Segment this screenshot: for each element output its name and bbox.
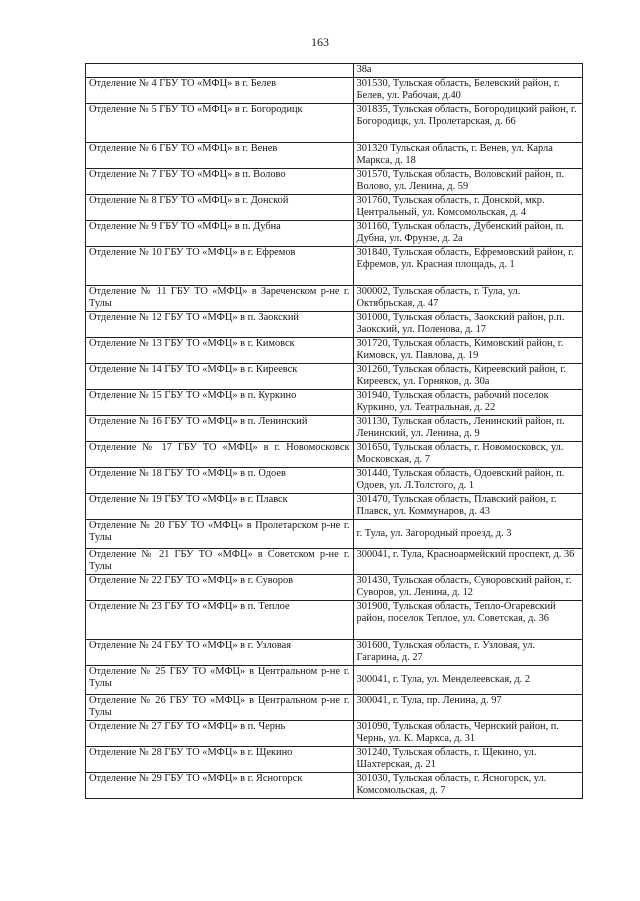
address-cell: 301320 Тульская область, г. Венев, ул. Карла Маркса, д. 18 [353,143,582,169]
address-cell: 301840, Тульская область, Ефремовский район, г. Ефремов, ул. Красная площадь, д. 1 [353,247,582,286]
office-cell: Отделение № 7 ГБУ ТО «МФЦ» в п. Волово [86,169,354,195]
table-row [86,468,583,494]
office-cell: Отделение № 12 ГБУ ТО «МФЦ» в п. Заокский [86,312,354,338]
address-cell: 301090, Тульская область, Чернский район, п. Чернь, ул. К. Маркса, д. 31 [353,721,582,747]
address-cell: 301900, Тульская область, Тепло-Огаревский район, поселок Теплое, ул. Советская, д. 36 [353,601,582,640]
table-row [86,442,583,468]
office-cell: Отделение № 4 ГБУ ТО «МФЦ» в г. Белев [86,78,354,104]
office-cell: Отделение № 11 ГБУ ТО «МФЦ» в Зареченском р-не г. Тулы [86,286,354,312]
address-cell: 301530, Тульская область, Белевский район, г. Белев, ул. Рабочая, д.40 [353,78,582,104]
table-row [86,494,583,520]
office-cell: Отделение № 17 ГБУ ТО «МФЦ» в г. Новомосковск [86,442,354,468]
office-cell: Отделение № 15 ГБУ ТО «МФЦ» в п. Куркино [86,390,354,416]
table-row [86,390,583,416]
table-row [86,666,583,695]
address-cell: 301940, Тульская область, рабочий поселок Куркино, ул. Театральная, д. 22 [353,390,582,416]
address-cell: 38а [353,64,582,78]
office-cell: Отделение № 6 ГБУ ТО «МФЦ» в г. Венев [86,143,354,169]
office-cell: Отделение № 24 ГБУ ТО «МФЦ» в г. Узловая [86,640,354,666]
address-cell: 301430, Тульская область, Суворовский район, г. Суворов, ул. Ленина, д. 12 [353,575,582,601]
office-cell: Отделение № 10 ГБУ ТО «МФЦ» в г. Ефремов [86,247,354,286]
address-cell: 301160, Тульская область, Дубенский район, п. Дубна, ул. Фрунзе, д. 2а [353,221,582,247]
table-row [86,364,583,390]
office-cell: Отделение № 27 ГБУ ТО «МФЦ» в п. Чернь [86,721,354,747]
office-cell: Отделение № 28 ГБУ ТО «МФЦ» в г. Щекино [86,747,354,773]
address-cell: 301720, Тульская область, Кимовский район, г. Кимовск, ул. Павлова, д. 19 [353,338,582,364]
office-cell: Отделение № 22 ГБУ ТО «МФЦ» в г. Суворов [86,575,354,601]
office-cell: Отделение № 21 ГБУ ТО «МФЦ» в Советском р-не г. Тулы [86,549,354,575]
office-cell [86,64,354,78]
address-cell: 301470, Тульская область, Плавский район, г. Плавск, ул. Коммунаров, д. 43 [353,494,582,520]
table-row [86,520,583,549]
address-cell: 300002, Тульская область, г. Тула, ул. Октябрьская, д. 47 [353,286,582,312]
table-row [86,747,583,773]
address-cell: 300041, г. Тула, ул. Менделеевская, д. 2 [353,666,582,695]
table-row [86,169,583,195]
table-row [86,640,583,666]
table-row [86,104,583,143]
table-row [86,773,583,799]
address-cell: 301835, Тульская область, Богородицкий район, г. Богородицк, ул. Пролетарская, д. 66 [353,104,582,143]
table-row [86,549,583,575]
table-row [86,601,583,640]
address-cell: 301760, Тульская область, г. Донской, мкр. Центральный, ул. Комсомольская, д. 4 [353,195,582,221]
table-row [86,195,583,221]
address-cell: 301030, Тульская область, г. Ясногорск, ул. Комсомольская, д. 7 [353,773,582,799]
address-cell: 300041, г. Тула, пр. Ленина, д. 97 [353,695,582,721]
office-cell: Отделение № 25 ГБУ ТО «МФЦ» в Центральном р-не г. Тулы [86,666,354,695]
office-cell: Отделение № 29 ГБУ ТО «МФЦ» в г. Ясногорск [86,773,354,799]
address-cell: 301260, Тульская область, Киреевский район, г. Киреевск, ул. Горняков, д. 30а [353,364,582,390]
address-cell: 300041, г. Тула, Красноармейский проспект, д. 36 [353,549,582,575]
office-cell: Отделение № 16 ГБУ ТО «МФЦ» в п. Ленинский [86,416,354,442]
table-row [86,338,583,364]
table-row [86,575,583,601]
table-row [86,286,583,312]
office-cell: Отделение № 23 ГБУ ТО «МФЦ» в п. Теплое [86,601,354,640]
office-cell: Отделение № 18 ГБУ ТО «МФЦ» в п. Одоев [86,468,354,494]
table-row [86,78,583,104]
office-cell: Отделение № 14 ГБУ ТО «МФЦ» в г. Киреевск [86,364,354,390]
address-cell: 301130, Тульская область, Ленинский район, п. Ленинский, ул. Ленина, д. 9 [353,416,582,442]
address-cell: 301440, Тульская область, Одоевский район, п. Одоев, ул. Л.Толстого, д. 1 [353,468,582,494]
address-cell: 301600, Тульская область, г. Узловая, ул. Гагарина, д. 27 [353,640,582,666]
address-cell: 301650, Тульская область, г. Новомосковск, ул. Московская, д. 7 [353,442,582,468]
office-cell: Отделение № 26 ГБУ ТО «МФЦ» в Центральном р-не г. Тулы [86,695,354,721]
table-row [86,312,583,338]
address-cell: 301240, Тульская область, г. Щекино, ул. Шахтерская, д. 21 [353,747,582,773]
office-cell: Отделение № 8 ГБУ ТО «МФЦ» в г. Донской [86,195,354,221]
table-row [86,721,583,747]
page-number: 163 [311,35,329,49]
mfc-offices-table [85,63,583,799]
office-cell: Отделение № 20 ГБУ ТО «МФЦ» в Пролетарском р-не г. Тулы [86,520,354,549]
address-cell: 301000, Тульская область, Заокский район, р.п. Заокский, ул. Поленова, д. 17 [353,312,582,338]
office-cell: Отделение № 13 ГБУ ТО «МФЦ» в г. Кимовск [86,338,354,364]
office-cell: Отделение № 5 ГБУ ТО «МФЦ» в г. Богородицк [86,104,354,143]
address-cell: 301570, Тульская область, Воловский район, п. Волово, ул. Ленина, д. 59 [353,169,582,195]
table-row [86,64,583,78]
table-row [86,247,583,286]
table-row [86,695,583,721]
table-row [86,416,583,442]
table-row [86,143,583,169]
table-row [86,221,583,247]
office-cell: Отделение № 19 ГБУ ТО «МФЦ» в г. Плавск [86,494,354,520]
address-cell: г. Тула, ул. Загородный проезд, д. 3 [353,520,582,549]
office-cell: Отделение № 9 ГБУ ТО «МФЦ» в п. Дубна [86,221,354,247]
